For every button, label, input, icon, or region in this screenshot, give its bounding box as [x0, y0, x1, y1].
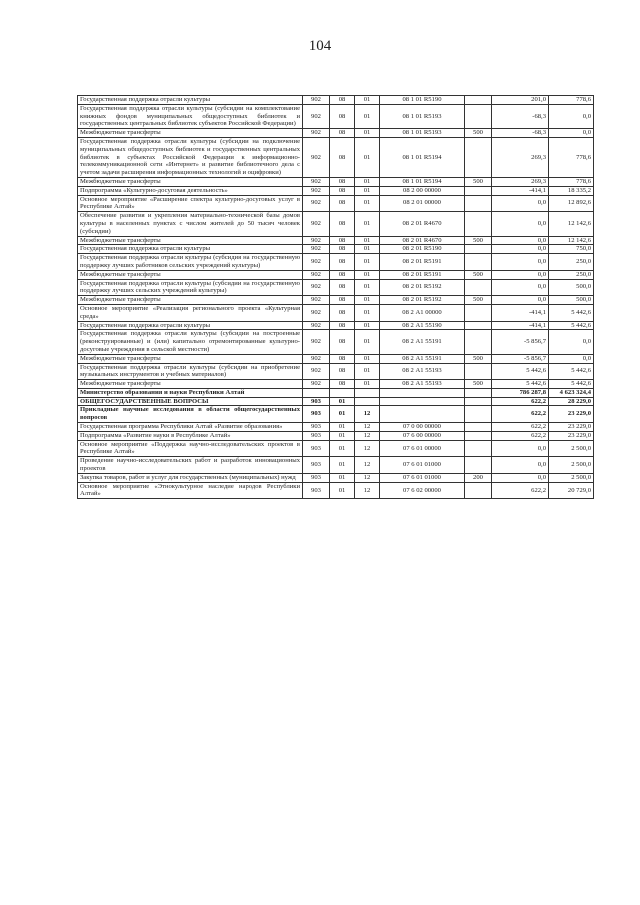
row-expense-type-cell [465, 254, 492, 271]
row-target-article-cell: 07 6 01 00000 [380, 440, 465, 457]
row-admin-code-cell: 903 [303, 473, 330, 482]
row-change-amount-cell: -5 856,7 [492, 354, 549, 363]
row-subsection-code-cell: 12 [355, 482, 380, 499]
row-admin-code-cell: 902 [303, 137, 330, 177]
row-name-cell: Основное мероприятие «Этнокультурное наследие народов Республики Алтай» [78, 482, 303, 499]
table-row [78, 177, 594, 186]
row-total-amount-cell: 5 442,6 [549, 363, 594, 380]
row-change-amount-cell: 0,0 [492, 270, 549, 279]
row-subsection-code-cell: 01 [355, 177, 380, 186]
row-subsection-code-cell: 01 [355, 254, 380, 271]
row-expense-type-cell: 500 [465, 177, 492, 186]
row-section-code-cell: 08 [330, 212, 355, 236]
row-section-code-cell: 01 [330, 457, 355, 474]
row-section-code-cell: 08 [330, 354, 355, 363]
row-target-article-cell: 08 2 01 R5191 [380, 254, 465, 271]
row-name-cell: Межбюджетные трансферты [78, 296, 303, 305]
table-row [78, 406, 594, 423]
table-row [78, 137, 594, 177]
row-admin-code-cell: 902 [303, 96, 330, 105]
row-total-amount-cell: 18 335,2 [549, 186, 594, 195]
row-subsection-code-cell: 01 [355, 354, 380, 363]
row-target-article-cell: 08 1 01 R5194 [380, 177, 465, 186]
table-row [78, 457, 594, 474]
row-subsection-code-cell: 12 [355, 431, 380, 440]
row-expense-type-cell: 500 [465, 296, 492, 305]
table-row [78, 431, 594, 440]
row-name-cell: Государственная поддержка отрасли культуры (субсидии на подключение муниципальных общедоступных библиотек и государственных центральных библиотек в субъектах Российской Федерации к информационно-телекоммуникационной сети «Интернет» и развитие библиотечного дела с учетом задачи расширения информационных технологий и оцифровки) [78, 137, 303, 177]
row-name-cell: Государственная поддержка отрасли культуры (субсидия на государственную поддержку лучших работников сельских учреждений культуры) [78, 254, 303, 271]
row-subsection-code-cell: 01 [355, 195, 380, 212]
row-change-amount-cell: 622,2 [492, 406, 549, 423]
row-name-cell: Государственная поддержка отрасли культуры [78, 245, 303, 254]
row-section-code-cell: 08 [330, 195, 355, 212]
row-admin-code-cell: 903 [303, 406, 330, 423]
row-target-article-cell: 08 1 01 R5193 [380, 104, 465, 128]
row-admin-code-cell: 902 [303, 330, 330, 354]
table-row [78, 473, 594, 482]
row-admin-code-cell: 902 [303, 195, 330, 212]
row-name-cell: Межбюджетные трансферты [78, 236, 303, 245]
row-target-article-cell: 08 1 01 R5190 [380, 96, 465, 105]
table-row [78, 330, 594, 354]
row-change-amount-cell: 786 287,8 [492, 388, 549, 397]
row-subsection-code-cell: 01 [355, 212, 380, 236]
table-row [78, 96, 594, 105]
row-change-amount-cell: 0,0 [492, 212, 549, 236]
row-subsection-code-cell: 12 [355, 473, 380, 482]
row-total-amount-cell: 5 442,6 [549, 321, 594, 330]
row-subsection-code-cell: 01 [355, 96, 380, 105]
row-admin-code-cell: 902 [303, 380, 330, 389]
budget-table-body [78, 96, 594, 499]
row-section-code-cell: 01 [330, 473, 355, 482]
row-change-amount-cell: 5 442,6 [492, 363, 549, 380]
row-name-cell: Подпрограмма «Развитие науки в Республике Алтай» [78, 431, 303, 440]
row-expense-type-cell [465, 137, 492, 177]
table-row [78, 279, 594, 296]
row-total-amount-cell: 778,6 [549, 177, 594, 186]
budget-table [77, 95, 594, 499]
row-expense-type-cell [465, 406, 492, 423]
row-change-amount-cell: -414,1 [492, 304, 549, 321]
row-expense-type-cell: 500 [465, 129, 492, 138]
row-subsection-code-cell: 01 [355, 363, 380, 380]
row-change-amount-cell: 269,3 [492, 137, 549, 177]
row-section-code-cell: 08 [330, 279, 355, 296]
row-expense-type-cell [465, 195, 492, 212]
row-subsection-code-cell: 01 [355, 296, 380, 305]
row-name-cell: Государственная поддержка отрасли культуры (субсидии на построенные (реконструированные) и (или) капитально отремонтированные культурно-досуговые учреждения в сельской местности) [78, 330, 303, 354]
row-change-amount-cell: -68,3 [492, 104, 549, 128]
row-subsection-code-cell: 01 [355, 321, 380, 330]
row-total-amount-cell: 0,0 [549, 330, 594, 354]
row-admin-code-cell: 902 [303, 296, 330, 305]
row-expense-type-cell [465, 245, 492, 254]
row-subsection-code-cell: 01 [355, 186, 380, 195]
row-name-cell: Межбюджетные трансферты [78, 270, 303, 279]
row-name-cell: Подпрограмма «Культурно-досуговая деятельность» [78, 186, 303, 195]
row-name-cell: Государственная поддержка отрасли культуры (субсидии на государственную поддержку лучших сельских учреждений культуры) [78, 279, 303, 296]
row-subsection-code-cell: 01 [355, 137, 380, 177]
row-expense-type-cell [465, 186, 492, 195]
table-row [78, 482, 594, 499]
row-subsection-code-cell: 12 [355, 440, 380, 457]
row-name-cell: Закупка товаров, работ и услуг для государственных (муниципальных) нужд [78, 473, 303, 482]
row-change-amount-cell: 0,0 [492, 296, 549, 305]
row-total-amount-cell: 5 442,6 [549, 380, 594, 389]
row-name-cell: Межбюджетные трансферты [78, 380, 303, 389]
row-change-amount-cell: 0,0 [492, 473, 549, 482]
row-subsection-code-cell: 01 [355, 104, 380, 128]
row-total-amount-cell: 12 892,6 [549, 195, 594, 212]
row-section-code-cell: 08 [330, 304, 355, 321]
table-row [78, 236, 594, 245]
row-target-article-cell: 07 6 00 00000 [380, 431, 465, 440]
row-expense-type-cell [465, 388, 492, 397]
row-subsection-code-cell: 01 [355, 236, 380, 245]
row-change-amount-cell: 622,2 [492, 423, 549, 432]
row-target-article-cell: 08 2 01 R5190 [380, 245, 465, 254]
row-subsection-code-cell: 12 [355, 406, 380, 423]
table-row [78, 254, 594, 271]
row-change-amount-cell: 0,0 [492, 245, 549, 254]
row-total-amount-cell: 5 442,6 [549, 304, 594, 321]
row-target-article-cell: 08 2 А1 55190 [380, 321, 465, 330]
row-change-amount-cell: 622,2 [492, 482, 549, 499]
row-subsection-code-cell: 01 [355, 245, 380, 254]
row-total-amount-cell: 23 229,0 [549, 431, 594, 440]
row-total-amount-cell: 23 229,0 [549, 423, 594, 432]
row-target-article-cell: 08 2 А1 55191 [380, 354, 465, 363]
row-admin-code-cell: 903 [303, 431, 330, 440]
row-change-amount-cell: -68,3 [492, 129, 549, 138]
row-admin-code-cell: 902 [303, 245, 330, 254]
row-expense-type-cell [465, 330, 492, 354]
row-name-cell: Межбюджетные трансферты [78, 177, 303, 186]
row-target-article-cell: 08 2 01 R5192 [380, 279, 465, 296]
row-total-amount-cell: 0,0 [549, 104, 594, 128]
row-total-amount-cell: 28 229,0 [549, 397, 594, 406]
row-admin-code-cell: 902 [303, 321, 330, 330]
row-expense-type-cell [465, 482, 492, 499]
row-section-code-cell: 08 [330, 254, 355, 271]
row-target-article-cell: 08 1 01 R5194 [380, 137, 465, 177]
row-name-cell: Основное мероприятие «Расширение спектра культурно-досуговых услуг в Республике Алтай» [78, 195, 303, 212]
row-admin-code-cell: 902 [303, 104, 330, 128]
row-section-code-cell: 08 [330, 104, 355, 128]
table-row [78, 186, 594, 195]
row-name-cell: Государственная программа Республики Алтай «Развитие образования» [78, 423, 303, 432]
row-total-amount-cell: 500,0 [549, 296, 594, 305]
table-row [78, 304, 594, 321]
row-admin-code-cell: 902 [303, 270, 330, 279]
row-target-article-cell: 07 6 01 01000 [380, 457, 465, 474]
row-section-code-cell: 08 [330, 129, 355, 138]
page-number: 104 [308, 38, 332, 54]
row-name-cell: Государственная поддержка отрасли культуры [78, 321, 303, 330]
row-admin-code-cell: 902 [303, 354, 330, 363]
row-admin-code-cell: 903 [303, 397, 330, 406]
row-name-cell: Основное мероприятие «Поддержка научно-исследовательских проектов в Республике Алтай» [78, 440, 303, 457]
row-name-cell: Государственная поддержка отрасли культуры [78, 96, 303, 105]
table-row [78, 245, 594, 254]
row-section-code-cell: 01 [330, 482, 355, 499]
row-section-code-cell: 08 [330, 270, 355, 279]
row-subsection-code-cell: 01 [355, 129, 380, 138]
row-admin-code-cell: 903 [303, 482, 330, 499]
row-total-amount-cell: 23 229,0 [549, 406, 594, 423]
row-name-cell: Прикладные научные исследования в области общегосударственных вопросов [78, 406, 303, 423]
row-admin-code-cell [303, 388, 330, 397]
row-total-amount-cell: 2 500,0 [549, 457, 594, 474]
row-name-cell: Проведение научно-исследовательских работ и разработок инновационных проектов [78, 457, 303, 474]
row-target-article-cell: 08 2 01 R4670 [380, 212, 465, 236]
row-total-amount-cell: 750,0 [549, 245, 594, 254]
row-name-cell: Межбюджетные трансферты [78, 354, 303, 363]
table-row [78, 104, 594, 128]
row-name-cell: Государственная поддержка отрасли культуры (субсидии на комплектование книжных фондов муниципальных общедоступных библиотек и государственных центральных библиотек субъектов Российской Федерации) [78, 104, 303, 128]
row-change-amount-cell: 0,0 [492, 254, 549, 271]
row-total-amount-cell: 12 142,6 [549, 212, 594, 236]
row-target-article-cell: 08 2 А1 00000 [380, 304, 465, 321]
row-change-amount-cell: 622,2 [492, 431, 549, 440]
row-change-amount-cell: 0,0 [492, 457, 549, 474]
row-total-amount-cell: 0,0 [549, 129, 594, 138]
row-section-code-cell: 08 [330, 177, 355, 186]
row-expense-type-cell [465, 440, 492, 457]
row-section-code-cell: 08 [330, 380, 355, 389]
row-admin-code-cell: 902 [303, 177, 330, 186]
row-section-code-cell: 08 [330, 363, 355, 380]
row-target-article-cell: 07 6 01 01000 [380, 473, 465, 482]
row-expense-type-cell [465, 212, 492, 236]
row-change-amount-cell: 5 442,6 [492, 380, 549, 389]
row-expense-type-cell [465, 397, 492, 406]
table-row [78, 397, 594, 406]
row-admin-code-cell: 902 [303, 186, 330, 195]
row-admin-code-cell: 902 [303, 363, 330, 380]
table-row [78, 423, 594, 432]
row-expense-type-cell [465, 363, 492, 380]
row-expense-type-cell: 500 [465, 354, 492, 363]
row-change-amount-cell: 269,3 [492, 177, 549, 186]
row-target-article-cell [380, 406, 465, 423]
row-target-article-cell: 08 2 А1 55193 [380, 380, 465, 389]
row-change-amount-cell: -414,1 [492, 186, 549, 195]
row-change-amount-cell: 0,0 [492, 440, 549, 457]
row-expense-type-cell [465, 104, 492, 128]
row-expense-type-cell [465, 321, 492, 330]
row-target-article-cell: 07 0 00 00000 [380, 423, 465, 432]
row-expense-type-cell [465, 96, 492, 105]
row-section-code-cell: 08 [330, 186, 355, 195]
row-section-code-cell: 08 [330, 96, 355, 105]
row-target-article-cell: 08 1 01 R5193 [380, 129, 465, 138]
table-row [78, 296, 594, 305]
row-expense-type-cell [465, 304, 492, 321]
row-total-amount-cell: 500,0 [549, 279, 594, 296]
row-section-code-cell: 08 [330, 330, 355, 354]
row-subsection-code-cell: 12 [355, 457, 380, 474]
row-total-amount-cell: 0,0 [549, 354, 594, 363]
row-expense-type-cell: 200 [465, 473, 492, 482]
table-row [78, 388, 594, 397]
row-admin-code-cell: 902 [303, 212, 330, 236]
row-admin-code-cell: 902 [303, 279, 330, 296]
row-change-amount-cell: 622,2 [492, 397, 549, 406]
row-section-code-cell: 01 [330, 423, 355, 432]
row-section-code-cell: 01 [330, 431, 355, 440]
row-expense-type-cell: 500 [465, 236, 492, 245]
row-expense-type-cell [465, 431, 492, 440]
row-target-article-cell: 08 2 01 00000 [380, 195, 465, 212]
row-subsection-code-cell [355, 388, 380, 397]
row-admin-code-cell: 902 [303, 304, 330, 321]
row-admin-code-cell: 903 [303, 457, 330, 474]
row-subsection-code-cell: 01 [355, 279, 380, 296]
row-section-code-cell: 08 [330, 236, 355, 245]
row-change-amount-cell: -5 856,7 [492, 330, 549, 354]
row-target-article-cell: 08 2 А1 55191 [380, 330, 465, 354]
row-total-amount-cell: 250,0 [549, 270, 594, 279]
row-subsection-code-cell: 01 [355, 270, 380, 279]
row-section-code-cell: 01 [330, 397, 355, 406]
row-section-code-cell [330, 388, 355, 397]
row-total-amount-cell: 778,6 [549, 96, 594, 105]
table-row [78, 363, 594, 380]
row-admin-code-cell: 902 [303, 129, 330, 138]
table-row [78, 195, 594, 212]
row-name-cell: Государственная поддержка отрасли культуры (субсидии на приобретение музыкальных инструментов и учебных материалов) [78, 363, 303, 380]
table-row [78, 270, 594, 279]
row-change-amount-cell: 0,0 [492, 195, 549, 212]
row-target-article-cell: 08 2 01 R5191 [380, 270, 465, 279]
row-total-amount-cell: 20 729,0 [549, 482, 594, 499]
table-row [78, 380, 594, 389]
table-row [78, 321, 594, 330]
table-row [78, 354, 594, 363]
row-change-amount-cell: -414,1 [492, 321, 549, 330]
row-section-code-cell: 08 [330, 296, 355, 305]
row-section-code-cell: 01 [330, 440, 355, 457]
row-total-amount-cell: 778,6 [549, 137, 594, 177]
row-change-amount-cell: 0,0 [492, 279, 549, 296]
row-subsection-code-cell [355, 397, 380, 406]
row-expense-type-cell [465, 279, 492, 296]
row-name-cell: Обеспечение развития и укрепления материально-технической базы домов культуры в населенных пунктах с числом жителей до 50 тысяч человек (субсидии) [78, 212, 303, 236]
row-name-cell: Основное мероприятие «Реализация регионального проекта «Культурная среда» [78, 304, 303, 321]
row-change-amount-cell: 0,0 [492, 236, 549, 245]
row-admin-code-cell: 903 [303, 440, 330, 457]
row-section-code-cell: 08 [330, 245, 355, 254]
row-target-article-cell: 08 2 01 R5192 [380, 296, 465, 305]
row-expense-type-cell [465, 457, 492, 474]
row-section-code-cell: 01 [330, 406, 355, 423]
row-total-amount-cell: 12 142,6 [549, 236, 594, 245]
row-target-article-cell: 07 6 02 00000 [380, 482, 465, 499]
row-name-cell: Министерство образования и науки Республики Алтай [78, 388, 303, 397]
row-subsection-code-cell: 12 [355, 423, 380, 432]
row-admin-code-cell: 903 [303, 423, 330, 432]
table-row [78, 129, 594, 138]
row-target-article-cell [380, 388, 465, 397]
row-expense-type-cell [465, 423, 492, 432]
row-change-amount-cell: 201,0 [492, 96, 549, 105]
row-subsection-code-cell: 01 [355, 380, 380, 389]
row-target-article-cell [380, 397, 465, 406]
row-admin-code-cell: 902 [303, 236, 330, 245]
row-total-amount-cell: 2 500,0 [549, 473, 594, 482]
row-total-amount-cell: 250,0 [549, 254, 594, 271]
row-admin-code-cell: 902 [303, 254, 330, 271]
row-total-amount-cell: 4 623 324,4 [549, 388, 594, 397]
table-row [78, 212, 594, 236]
row-section-code-cell: 08 [330, 137, 355, 177]
row-expense-type-cell: 500 [465, 270, 492, 279]
row-expense-type-cell: 500 [465, 380, 492, 389]
row-total-amount-cell: 2 500,0 [549, 440, 594, 457]
row-target-article-cell: 08 2 А1 55193 [380, 363, 465, 380]
row-subsection-code-cell: 01 [355, 304, 380, 321]
row-name-cell: Межбюджетные трансферты [78, 129, 303, 138]
row-section-code-cell: 08 [330, 321, 355, 330]
table-row [78, 440, 594, 457]
row-subsection-code-cell: 01 [355, 330, 380, 354]
row-name-cell: ОБЩЕГОСУДАРСТВЕННЫЕ ВОПРОСЫ [78, 397, 303, 406]
row-target-article-cell: 08 2 00 00000 [380, 186, 465, 195]
row-target-article-cell: 08 2 01 R4670 [380, 236, 465, 245]
